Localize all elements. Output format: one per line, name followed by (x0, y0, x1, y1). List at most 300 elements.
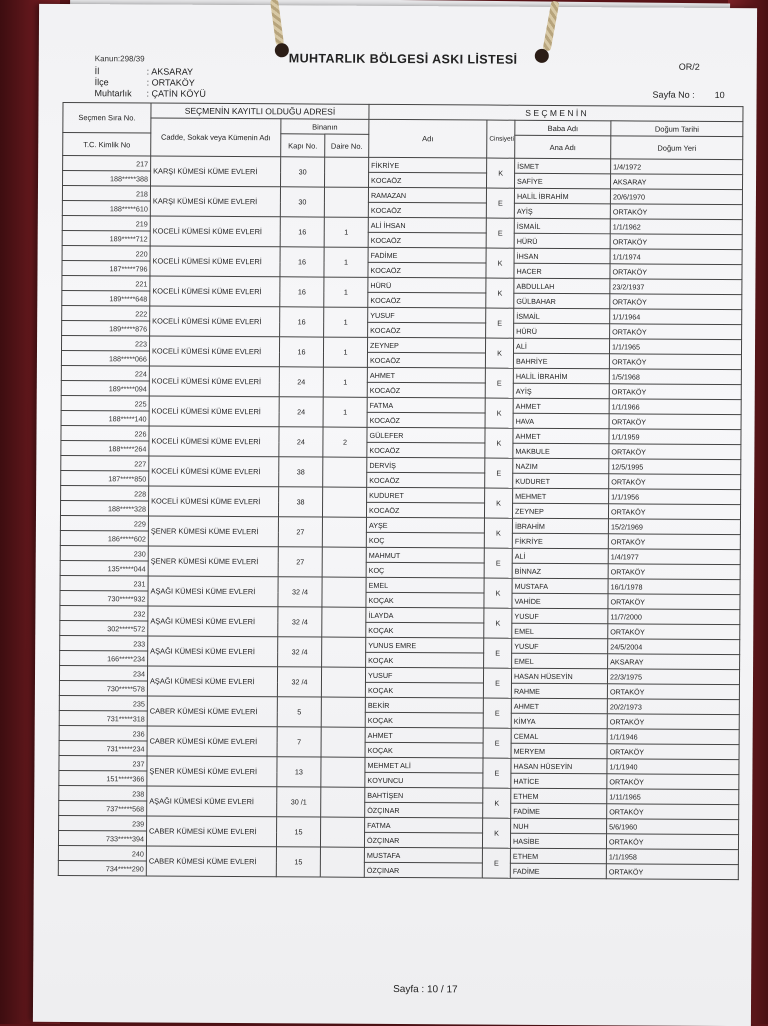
street-name: KOCELİ KÜMESİ KÜME EVLERİ (149, 456, 279, 487)
father-name: AHMET (513, 398, 609, 414)
door-number: 32 /4 (277, 667, 321, 697)
flat-number (322, 487, 366, 517)
birth-place: ORTAKÖY (607, 804, 739, 820)
seq-number: 223 (61, 335, 149, 351)
door-number: 32 /4 (278, 577, 322, 607)
birth-date: 1/11/1965 (607, 789, 739, 805)
gender: K (485, 428, 513, 458)
street-name: ŞENER KÜMESİ KÜME EVLERİ (148, 516, 278, 547)
col-seq-header: Seçmen Sıra No. (63, 102, 151, 133)
father-name: NAZIM (513, 458, 609, 474)
father-name: İHSAN (514, 248, 610, 264)
flat-number: 1 (323, 337, 367, 367)
flat-number (322, 607, 366, 637)
last-name: ÖZÇINAR (365, 802, 483, 818)
mother-name: AYİŞ (513, 383, 609, 399)
father-name: İSMET (515, 158, 611, 174)
gender: K (485, 398, 513, 428)
birth-date: 5/6/1960 (607, 819, 739, 835)
tc-id: 302*****572 (60, 620, 148, 636)
door-number: 30 /1 (277, 787, 321, 817)
flat-number (321, 757, 365, 787)
first-name: MAHMUT (366, 547, 484, 563)
col-flat-header: Daire No. (325, 134, 369, 157)
seq-number: 224 (61, 365, 149, 381)
last-name: ÖZÇINAR (365, 832, 483, 848)
flat-number: 1 (324, 277, 368, 307)
gender: K (486, 278, 514, 308)
gender: K (485, 338, 513, 368)
tc-id: 188*****264 (61, 440, 149, 456)
gender: E (485, 458, 513, 488)
birth-place: ORTAKÖY (609, 474, 741, 490)
father-name: HASAN HÜSEYİN (512, 668, 608, 684)
last-name: KOÇAK (366, 622, 484, 638)
first-name: BEKİR (365, 697, 483, 713)
flat-number: 1 (324, 217, 368, 247)
father-name: İBRAHİM (512, 518, 608, 534)
birth-place: ORTAKÖY (609, 444, 741, 460)
birth-date: 16/1/1978 (608, 579, 740, 595)
birth-place: ORTAKÖY (610, 264, 742, 280)
tc-id: 189*****648 (62, 290, 150, 306)
birth-date: 1/1/1962 (610, 219, 742, 235)
mother-name: MAKBULE (513, 443, 609, 459)
seq-number: 238 (59, 785, 147, 801)
law-reference: Kanun:298/39 (94, 54, 145, 64)
seq-number: 220 (62, 245, 150, 261)
flat-number (321, 667, 365, 697)
first-name: YUNUS EMRE (366, 637, 484, 653)
gender: K (482, 818, 510, 848)
flat-number (322, 637, 366, 667)
mother-name: BAHRİYE (513, 353, 609, 369)
first-name: İLAYDA (366, 607, 484, 623)
col-mother-header: Ana Adı (515, 135, 611, 159)
birth-date: 1/1/1946 (607, 729, 739, 745)
seq-number: 218 (62, 185, 150, 201)
birth-place: ORTAKÖY (608, 564, 740, 580)
birth-place: ORTAKÖY (609, 414, 741, 430)
first-name: FİKRİYE (369, 157, 487, 173)
flat-number (320, 847, 364, 877)
birth-date: 22/3/1975 (608, 669, 740, 685)
voter-list-page (33, 4, 757, 1026)
birth-date: 1/1/1959 (609, 429, 741, 445)
birth-place: ORTAKÖY (608, 624, 740, 640)
door-number: 27 (278, 547, 322, 577)
birth-place: ORTAKÖY (610, 324, 742, 340)
father-name: CEMAL (511, 728, 607, 744)
binding-string-left (270, 0, 284, 46)
gender: E (486, 308, 514, 338)
first-name: FADİME (368, 247, 486, 263)
father-name: MEHMET (513, 488, 609, 504)
birth-place: AKSARAY (611, 174, 743, 190)
street-name: AŞAĞI KÜMESİ KÜME EVLERİ (148, 576, 278, 607)
birth-place: ORTAKÖY (606, 864, 738, 880)
door-number: 38 (278, 487, 322, 517)
mother-name: HÜRÜ (514, 233, 610, 249)
gender: E (484, 548, 512, 578)
birth-date: 1/4/1977 (608, 549, 740, 565)
street-name: AŞAĞI KÜMESİ KÜME EVLERİ (148, 636, 278, 667)
birth-place: AKSARAY (608, 654, 740, 670)
birth-place: ORTAKÖY (607, 774, 739, 790)
street-name: CABER KÜMESİ KÜME EVLERİ (146, 846, 276, 877)
gender: E (483, 728, 511, 758)
street-name: AŞAĞI KÜMESİ KÜME EVLERİ (147, 666, 277, 697)
first-name: ZEYNEP (368, 337, 486, 353)
tc-id: 730*****932 (60, 590, 148, 606)
form-code: OR/2 (678, 61, 700, 72)
last-name: KOCAÖZ (367, 412, 485, 428)
last-name: KOÇAK (365, 712, 483, 728)
last-name: KOÇAK (365, 742, 483, 758)
birth-date: 11/7/2000 (608, 609, 740, 625)
seq-number: 226 (61, 425, 149, 441)
seq-number: 237 (59, 755, 147, 771)
door-number: 30 (281, 157, 325, 187)
gender: K (484, 578, 512, 608)
mother-name: HASİBE (510, 833, 606, 849)
flat-number: 2 (323, 427, 367, 457)
punch-hole-right (535, 49, 549, 63)
street-name: ŞENER KÜMESİ KÜME EVLERİ (148, 546, 278, 577)
col-gender-header: Cinsiyeti (487, 120, 515, 158)
seq-number: 230 (60, 545, 148, 561)
mother-name: ZEYNEP (513, 503, 609, 519)
birth-date: 1/1/1974 (610, 249, 742, 265)
meta-row-muhtarlik (95, 88, 206, 100)
meta-row-il (95, 66, 206, 78)
document-title: MUHTARLIK BÖLGESİ ASKI LİSTESİ (288, 51, 518, 67)
page-footer: Sayfa : 10 / 17 (393, 983, 458, 996)
seq-number: 221 (62, 275, 150, 291)
street-name: AŞAĞI KÜMESİ KÜME EVLERİ (148, 606, 278, 637)
street-name: KARŞI KÜMESİ KÜME EVLERİ (150, 186, 280, 217)
tc-id: 189*****094 (61, 380, 149, 396)
seq-number: 240 (58, 845, 146, 861)
meta-label: İlçe (94, 77, 109, 88)
mother-name: KİMYA (511, 713, 607, 729)
meta-value: : ORTAKÖY (146, 77, 195, 88)
last-name: KOCAÖZ (367, 442, 485, 458)
door-number: 5 (277, 697, 321, 727)
gender: E (483, 758, 511, 788)
door-number: 16 (279, 337, 323, 367)
meta-label: Muhtarlık (94, 88, 132, 99)
father-name: NUH (511, 818, 607, 834)
birth-place: ORTAKÖY (607, 744, 739, 760)
seq-number: 225 (61, 395, 149, 411)
birth-place: ORTAKÖY (609, 504, 741, 520)
father-name: ALİ (512, 548, 608, 564)
birth-date: 15/2/1969 (608, 519, 740, 535)
flat-number (325, 157, 369, 187)
binding-string-right (543, 1, 560, 52)
first-name: FATMA (367, 397, 485, 413)
door-number: 24 (279, 427, 323, 457)
gender: K (483, 788, 511, 818)
door-number: 38 (279, 457, 323, 487)
seq-number: 217 (63, 155, 151, 171)
page-number-value: 10 (714, 89, 725, 101)
door-number: 7 (277, 727, 321, 757)
first-name: KUDURET (367, 487, 485, 503)
door-number: 15 (276, 817, 320, 847)
meta-label: İl (94, 66, 100, 77)
mother-name: EMEL (512, 623, 608, 639)
birth-date: 1/1/1958 (606, 849, 738, 865)
last-name: KOÇ (366, 532, 484, 548)
street-name: KOCELİ KÜMESİ KÜME EVLERİ (149, 366, 279, 397)
mother-name: EMEL (512, 653, 608, 669)
father-name: HASAN HÜSEYİN (511, 758, 607, 774)
mother-name: MERYEM (511, 743, 607, 759)
tc-id: 731*****234 (59, 740, 147, 756)
birth-date: 23/2/1937 (610, 279, 742, 295)
birth-date: 20/2/1973 (607, 699, 739, 715)
father-name: YUSUF (512, 608, 608, 624)
tc-id: 731*****318 (59, 710, 147, 726)
father-name: MUSTAFA (512, 578, 608, 594)
seq-number: 222 (62, 305, 150, 321)
tc-id: 189*****876 (62, 320, 150, 336)
tc-id: 188*****140 (61, 410, 149, 426)
father-name: YUSUF (512, 638, 608, 654)
tc-id: 187*****850 (61, 470, 149, 486)
first-name: EMEL (366, 577, 484, 593)
father-name: AHMET (511, 698, 607, 714)
birth-date: 1/1/1940 (607, 759, 739, 775)
street-name: KOCELİ KÜMESİ KÜME EVLERİ (150, 246, 280, 277)
tc-id: 737*****568 (59, 800, 147, 816)
last-name: KOCAÖZ (368, 292, 486, 308)
birth-place: ORTAKÖY (606, 834, 738, 850)
door-number: 32 /4 (278, 607, 322, 637)
last-name: KOCAÖZ (367, 472, 485, 488)
door-number: 27 (278, 517, 322, 547)
gender: E (486, 218, 514, 248)
last-name: KOÇ (366, 562, 484, 578)
seq-number: 231 (60, 575, 148, 591)
flat-number (322, 517, 366, 547)
last-name: KOCAÖZ (367, 382, 485, 398)
gender: E (482, 848, 510, 878)
first-name: GÜLEFER (367, 427, 485, 443)
tc-id: 187*****796 (62, 260, 150, 276)
first-name: DERVİŞ (367, 457, 485, 473)
father-name: İSMAİL (514, 308, 610, 324)
flat-number: 1 (324, 307, 368, 337)
birth-date: 1/5/1968 (609, 369, 741, 385)
first-name: HÜRÜ (368, 277, 486, 293)
mother-name: FİKRİYE (512, 533, 608, 549)
door-number: 15 (276, 847, 320, 877)
last-name: KOÇAK (366, 652, 484, 668)
father-name: ALİ (514, 338, 610, 354)
mother-name: HACER (514, 263, 610, 279)
seq-number: 233 (60, 635, 148, 651)
street-name: CABER KÜMESİ KÜME EVLERİ (147, 696, 277, 727)
flat-number (323, 457, 367, 487)
first-name: AYŞE (366, 517, 484, 533)
last-name: KOCAÖZ (367, 352, 485, 368)
door-number: 24 (279, 397, 323, 427)
birth-date: 24/5/2004 (608, 639, 740, 655)
page-number-label: Sayfa No : (652, 89, 695, 100)
last-name: KOÇAK (366, 592, 484, 608)
first-name: MUSTAFA (364, 847, 482, 863)
tc-id: 188*****610 (62, 200, 150, 216)
street-name: AŞAĞI KÜMESİ KÜME EVLERİ (147, 786, 277, 817)
gender: E (484, 638, 512, 668)
flat-number (321, 787, 365, 817)
first-name: AHMET (365, 727, 483, 743)
flat-number (320, 817, 364, 847)
gender: K (484, 608, 512, 638)
father-name: İSMAİL (514, 218, 610, 234)
col-birth-date-header: Doğum Tarihi (611, 121, 743, 137)
door-number: 16 (280, 247, 324, 277)
col-father-header: Baba Adı (515, 120, 611, 136)
flat-number: 1 (323, 367, 367, 397)
father-name: AHMET (513, 428, 609, 444)
mother-name: SAFİYE (515, 173, 611, 189)
last-name: KOCAÖZ (368, 322, 486, 338)
flat-number (324, 187, 368, 217)
door-number: 24 (279, 367, 323, 397)
meta-row-ilce (95, 77, 206, 89)
seq-number: 236 (59, 725, 147, 741)
birth-place: ORTAKÖY (610, 294, 742, 310)
seq-number: 228 (61, 485, 149, 501)
flat-number (322, 547, 366, 577)
door-number: 13 (277, 757, 321, 787)
seq-number: 227 (61, 455, 149, 471)
father-name: HALİL İBRAHİM (513, 368, 609, 384)
last-name: KOCAÖZ (369, 172, 487, 188)
first-name: RAMAZAN (368, 187, 486, 203)
birth-place: ORTAKÖY (608, 594, 740, 610)
mother-name: HATİCE (511, 773, 607, 789)
mother-name: KUDURET (513, 473, 609, 489)
meta-value: : ÇATİN KÖYÜ (146, 88, 206, 99)
street-name: KOCELİ KÜMESİ KÜME EVLERİ (150, 276, 280, 307)
last-name: ÖZÇINAR (364, 862, 482, 878)
page-number (653, 90, 725, 100)
seq-number: 234 (59, 665, 147, 681)
gender: E (483, 698, 511, 728)
street-name: KOCELİ KÜMESİ KÜME EVLERİ (150, 216, 280, 247)
street-name: KOCELİ KÜMESİ KÜME EVLERİ (148, 486, 278, 517)
mother-name: BİNNAZ (512, 563, 608, 579)
mother-name: FADİME (510, 863, 606, 879)
gender: E (483, 668, 511, 698)
street-name: KOCELİ KÜMESİ KÜME EVLERİ (149, 396, 279, 427)
col-address-group-header: SEÇMENİN KAYITLI OLDUĞU ADRESİ (151, 103, 369, 119)
flat-number (321, 697, 365, 727)
mother-name: HAVA (513, 413, 609, 429)
door-number: 16 (280, 307, 324, 337)
first-name: AHMET (367, 367, 485, 383)
mother-name: RAHME (511, 683, 607, 699)
father-name: HALİL İBRAHİM (514, 188, 610, 204)
birth-place: ORTAKÖY (609, 354, 741, 370)
birth-place: ORTAKÖY (610, 204, 742, 220)
street-name: CABER KÜMESİ KÜME EVLERİ (146, 816, 276, 847)
gender: E (485, 368, 513, 398)
street-name: KOCELİ KÜMESİ KÜME EVLERİ (149, 336, 279, 367)
seq-number: 229 (60, 515, 148, 531)
last-name: KOCAÖZ (368, 232, 486, 248)
punch-hole-left (275, 43, 289, 57)
birth-place: ORTAKÖY (608, 534, 740, 550)
flat-number (322, 577, 366, 607)
birth-date: 1/4/1972 (611, 159, 743, 175)
birth-place: ORTAKÖY (607, 714, 739, 730)
tc-id: 189*****712 (62, 230, 150, 246)
tc-id: 151*****366 (59, 770, 147, 786)
door-number: 16 (280, 277, 324, 307)
gender: E (486, 188, 514, 218)
tc-id: 733*****394 (58, 830, 146, 846)
birth-date: 20/6/1970 (610, 189, 742, 205)
col-voter-group-header: S E Ç M E N İ N (369, 104, 743, 121)
door-number: 16 (280, 217, 324, 247)
street-name: CABER KÜMESİ KÜME EVLERİ (147, 726, 277, 757)
tc-id: 135*****044 (60, 560, 148, 576)
col-street-header: Cadde, Sokak veya Kümenin Adı (151, 118, 281, 157)
flat-number: 1 (323, 397, 367, 427)
seq-number: 239 (59, 815, 147, 831)
flat-number (321, 727, 365, 757)
birth-date: 1/1/1964 (610, 309, 742, 325)
mother-name: HÜRÜ (514, 323, 610, 339)
location-meta (95, 66, 207, 100)
voter-table (58, 102, 744, 880)
tc-id: 188*****328 (60, 500, 148, 516)
street-name: KOCELİ KÜMESİ KÜME EVLERİ (149, 426, 279, 457)
birth-date: 1/1/1966 (609, 399, 741, 415)
birth-place: ORTAKÖY (610, 234, 742, 250)
street-name: KOCELİ KÜMESİ KÜME EVLERİ (150, 306, 280, 337)
street-name: ŞENER KÜMESİ KÜME EVLERİ (147, 756, 277, 787)
mother-name: VAHİDE (512, 593, 608, 609)
col-building-header: Binanın (281, 119, 369, 135)
tc-id: 188*****066 (61, 350, 149, 366)
door-number: 32 /4 (278, 637, 322, 667)
tc-id: 188*****388 (63, 170, 151, 186)
birth-date: 1/1/1956 (609, 489, 741, 505)
last-name: KOÇAK (365, 682, 483, 698)
seq-number: 235 (59, 695, 147, 711)
flat-number: 1 (324, 247, 368, 277)
birth-date: 1/1/1965 (610, 339, 742, 355)
last-name: KOCAÖZ (368, 202, 486, 218)
last-name: KOCAÖZ (368, 262, 486, 278)
col-door-header: Kapı No. (281, 134, 325, 157)
mother-name: GÜLBAHAR (514, 293, 610, 309)
gender: K (487, 158, 515, 188)
gender: K (484, 518, 512, 548)
first-name: MEHMET ALİ (365, 757, 483, 773)
birth-date: 12/5/1995 (609, 459, 741, 475)
gender: K (486, 248, 514, 278)
first-name: ALİ İHSAN (368, 217, 486, 233)
first-name: BAHTİŞEN (365, 787, 483, 803)
